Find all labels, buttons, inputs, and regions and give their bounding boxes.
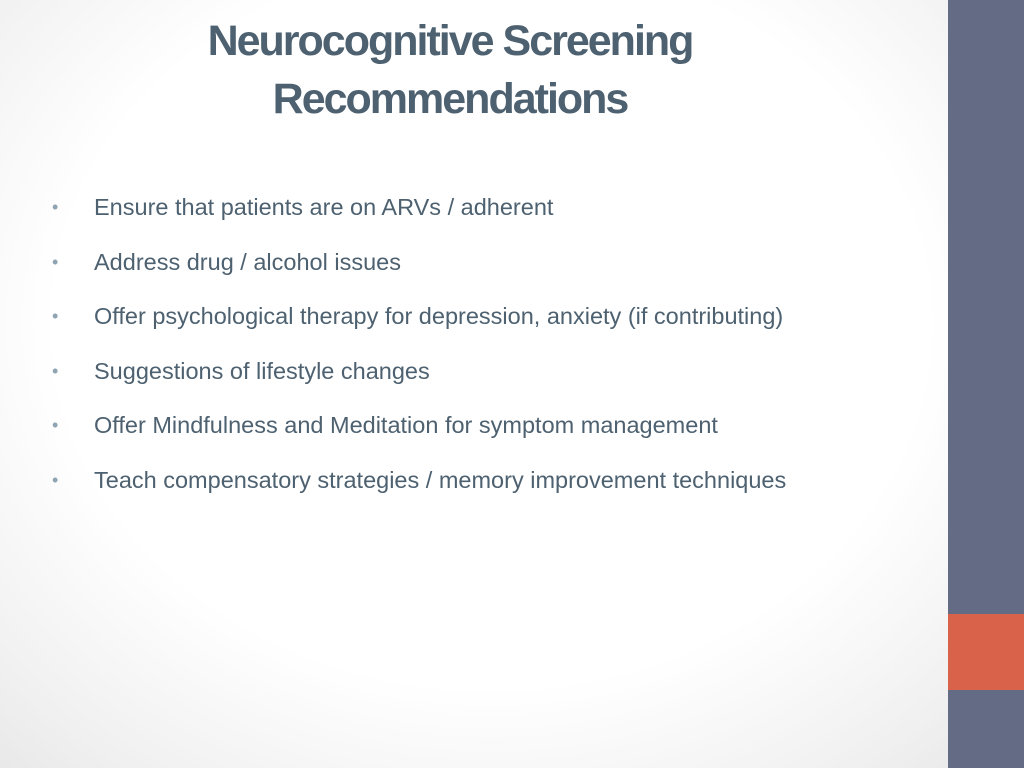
bullet-item (52, 459, 912, 514)
bullet-icon: • (52, 306, 59, 327)
bullet-text: Suggestions of lifestyle changes (94, 357, 430, 384)
bullet-item (52, 404, 912, 459)
bullet-text: Address drug / alcohol issues (94, 248, 401, 275)
slide-title-line-2: Recommendations (272, 75, 628, 123)
bullet-item (52, 350, 912, 405)
slide-title-line-1: Neurocognitive Screening (207, 17, 693, 65)
bullet-text: Offer psychological therapy for depression, anxiety (if contributing) (94, 303, 784, 330)
bullet-icon: • (52, 251, 59, 272)
bullet-text: Ensure that patients are on ARVs / adherent (94, 194, 554, 220)
bullet-list (52, 186, 912, 514)
bullet-item (52, 241, 912, 296)
bullet-item (52, 186, 912, 241)
bullet-icon: • (52, 415, 59, 436)
decorative-accent-block (948, 614, 1024, 690)
bullet-text: Offer Mindfulness and Meditation for symptom management (94, 412, 718, 439)
slide-title (60, 12, 840, 128)
bullet-text: Teach compensatory strategies / memory improvement techniques (94, 466, 787, 493)
bullet-icon: • (52, 197, 59, 217)
bullet-icon: • (52, 360, 59, 381)
bullet-item (52, 295, 912, 350)
bullet-icon: • (52, 469, 59, 490)
